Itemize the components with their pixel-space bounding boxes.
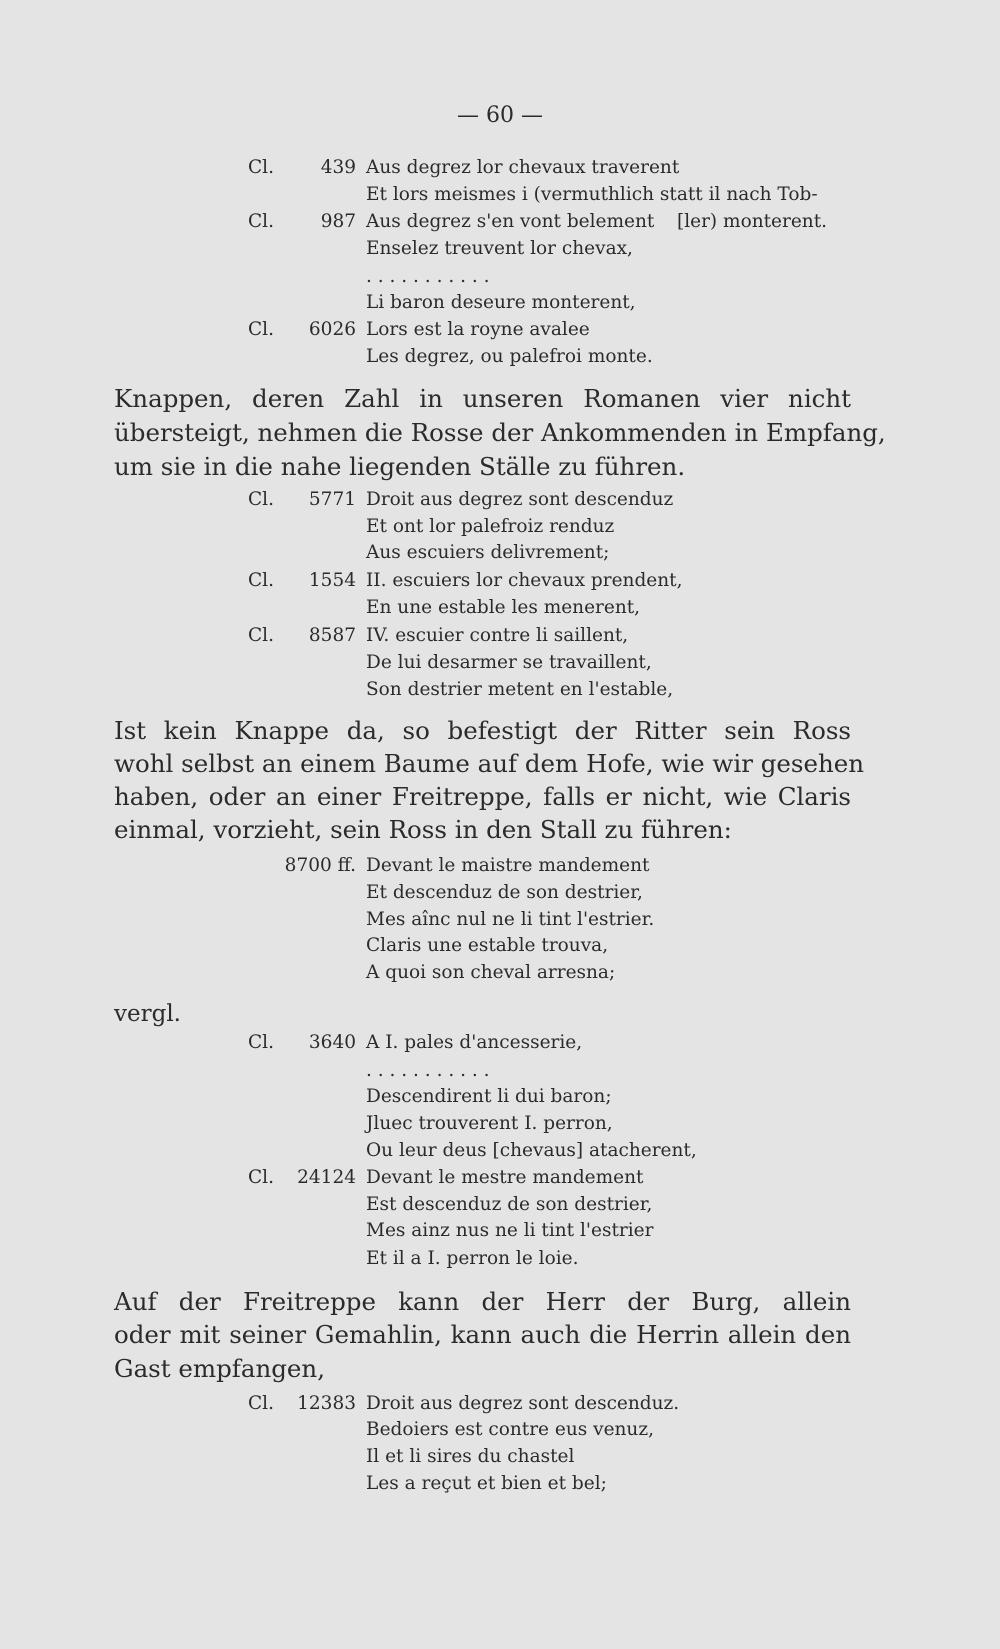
verse-line: [0, 157, 1000, 184]
paragraph-line: Knappen, deren Zahl in unseren Romanen vier nicht: [114, 384, 851, 413]
paragraph-line: Auf der Freitreppe kann der Herr der Burg, allein: [114, 1287, 851, 1316]
verse-line: [0, 1032, 1000, 1059]
verse-line: [0, 211, 1000, 238]
verse-text: Aus degrez s'en vont belement: [366, 211, 655, 232]
verse-number: 439: [320, 157, 356, 178]
verse-text: Et il a I. perron le loie.: [366, 1248, 579, 1269]
verse-text: A I. pales d'ancesserie,: [366, 1032, 583, 1053]
verse-line: [0, 292, 1000, 319]
verse-line: [0, 909, 1000, 936]
verse-text: Descendirent li dui baron;: [366, 1086, 612, 1107]
verse-number: 987: [320, 211, 356, 232]
verse-text: Lors est la royne avalee: [366, 319, 590, 340]
verse-number: 5771: [308, 489, 356, 510]
verse-text: Les degrez, ou palefroi monte.: [366, 346, 653, 367]
verse-text: Aus escuiers delivrement;: [366, 542, 610, 563]
verse-source: Cl.: [248, 489, 274, 510]
verse-text: Droit aus degrez sont descenduz.: [366, 1393, 680, 1414]
verse-text: . . . . . . . . . . .: [366, 1060, 490, 1081]
verse-text: De lui desarmer se travaillent,: [366, 652, 652, 673]
verse-number: 1554: [308, 570, 356, 591]
verse-number: 6026: [308, 319, 356, 340]
verse-source: Cl.: [248, 1393, 274, 1414]
verse-text: Ou leur deus [chevaus] atacherent,: [366, 1140, 697, 1161]
verse-line: [0, 679, 1000, 706]
verse-line: [0, 652, 1000, 679]
verse-source: Cl.: [248, 157, 274, 178]
verse-text: Mes aînc nul ne li tint l'estrier.: [366, 909, 655, 930]
verse-note: [ler) monterent.: [677, 211, 828, 232]
paragraph-line: einmal, vorzieht, sein Ross in den Stall zu führen:: [114, 815, 732, 844]
verse-text: Droit aus degrez sont descenduz: [366, 489, 674, 510]
verse-source: Cl.: [248, 319, 274, 340]
verse-line: [0, 1248, 1000, 1275]
verse-text: . . . . . . . . . . .: [366, 266, 490, 287]
vergl-label: vergl.: [114, 1001, 181, 1027]
verse-line: [0, 1393, 1000, 1420]
verse-line: [0, 1113, 1000, 1140]
verse-number: 24124: [297, 1167, 356, 1188]
verse-text: Bedoiers est contre eus venuz,: [366, 1419, 654, 1440]
verse-text: Est descenduz de son destrier,: [366, 1194, 653, 1215]
verse-text: Claris une estable trouva,: [366, 935, 609, 956]
page-number: — 60 —: [457, 103, 543, 128]
verse-line: [0, 1473, 1000, 1500]
verse-text: Et descenduz de son destrier,: [366, 882, 643, 903]
verse-line: [0, 319, 1000, 346]
verse-line: [0, 1140, 1000, 1167]
verse-line: [0, 1167, 1000, 1194]
paragraph-line: Gast empfangen,: [114, 1354, 326, 1383]
paragraph-line: haben, oder an einer Freitreppe, falls er nicht, wie Claris: [114, 782, 851, 811]
verse-line: [0, 597, 1000, 624]
verse-line: [0, 935, 1000, 962]
verse-line: [0, 266, 1000, 293]
verse-line: [0, 346, 1000, 373]
verse-text: Enselez treuvent lor chevax,: [366, 238, 633, 259]
verse-text: Son destrier metent en l'estable,: [366, 679, 674, 700]
verse-source: Cl.: [248, 1167, 274, 1188]
verse-text: Devant le mestre mandement: [366, 1167, 644, 1188]
verse-line: [0, 962, 1000, 989]
verse-text: IV. escuier contre li saillent,: [366, 625, 629, 646]
verse-line: [0, 1060, 1000, 1087]
verse-text: Les a reçut et bien et bel;: [366, 1473, 607, 1494]
verse-number: 3640: [308, 1032, 356, 1053]
verse-line: [0, 1220, 1000, 1247]
verse-text: Il et li sires du chastel: [366, 1446, 575, 1467]
verse-source: Cl.: [248, 570, 274, 591]
verse-line: [0, 489, 1000, 516]
verse-line: [0, 542, 1000, 569]
verse-line: [0, 1419, 1000, 1446]
verse-line: [0, 855, 1000, 882]
verse-text: A quoi son cheval arresna;: [366, 962, 616, 983]
verse-text: Aus degrez lor chevaux traverent: [366, 157, 680, 178]
verse-text: Et ont lor palefroiz renduz: [366, 516, 615, 537]
paragraph-line: wohl selbst an einem Baume auf dem Hofe, wie wir gesehen: [114, 749, 865, 778]
verse-text: II. escuiers lor chevaux prendent,: [366, 570, 683, 591]
verse-line: [0, 1086, 1000, 1113]
verse-text: En une estable les menerent,: [366, 597, 641, 618]
verse-line: [0, 1194, 1000, 1221]
verse-source: Cl.: [248, 625, 274, 646]
verse-source: Cl.: [248, 211, 274, 232]
verse-text: Devant le maistre mandement: [366, 855, 650, 876]
verse-line: [0, 1446, 1000, 1473]
verse-source: Cl.: [248, 1032, 274, 1053]
verse-text: Mes ainz nus ne li tint l'estrier: [366, 1220, 654, 1241]
paragraph-line: oder mit seiner Gemahlin, kann auch die Herrin allein den: [114, 1320, 851, 1349]
verse-text: Et lors meismes i (vermuthlich statt il nach Tob-: [366, 184, 818, 205]
verse-text: Jluec trouverent I. perron,: [366, 1113, 613, 1134]
verse-number: 8700 ff.: [284, 855, 356, 876]
verse-line: [0, 238, 1000, 265]
paragraph-line: übersteigt, nehmen die Rosse der Ankommenden in Empfang,: [114, 418, 886, 447]
paragraph-line: um sie in die nahe liegenden Ställe zu führen.: [114, 452, 686, 481]
verse-line: [0, 625, 1000, 652]
paragraph-line: Ist kein Knappe da, so befestigt der Ritter sein Ross: [114, 716, 851, 745]
verse-text: Li baron deseure monterent,: [366, 292, 636, 313]
verse-line: [0, 570, 1000, 597]
verse-line: [0, 882, 1000, 909]
verse-number: 8587: [308, 625, 356, 646]
verse-line: [0, 184, 1000, 211]
verse-line: [0, 516, 1000, 543]
verse-number: 12383: [297, 1393, 356, 1414]
